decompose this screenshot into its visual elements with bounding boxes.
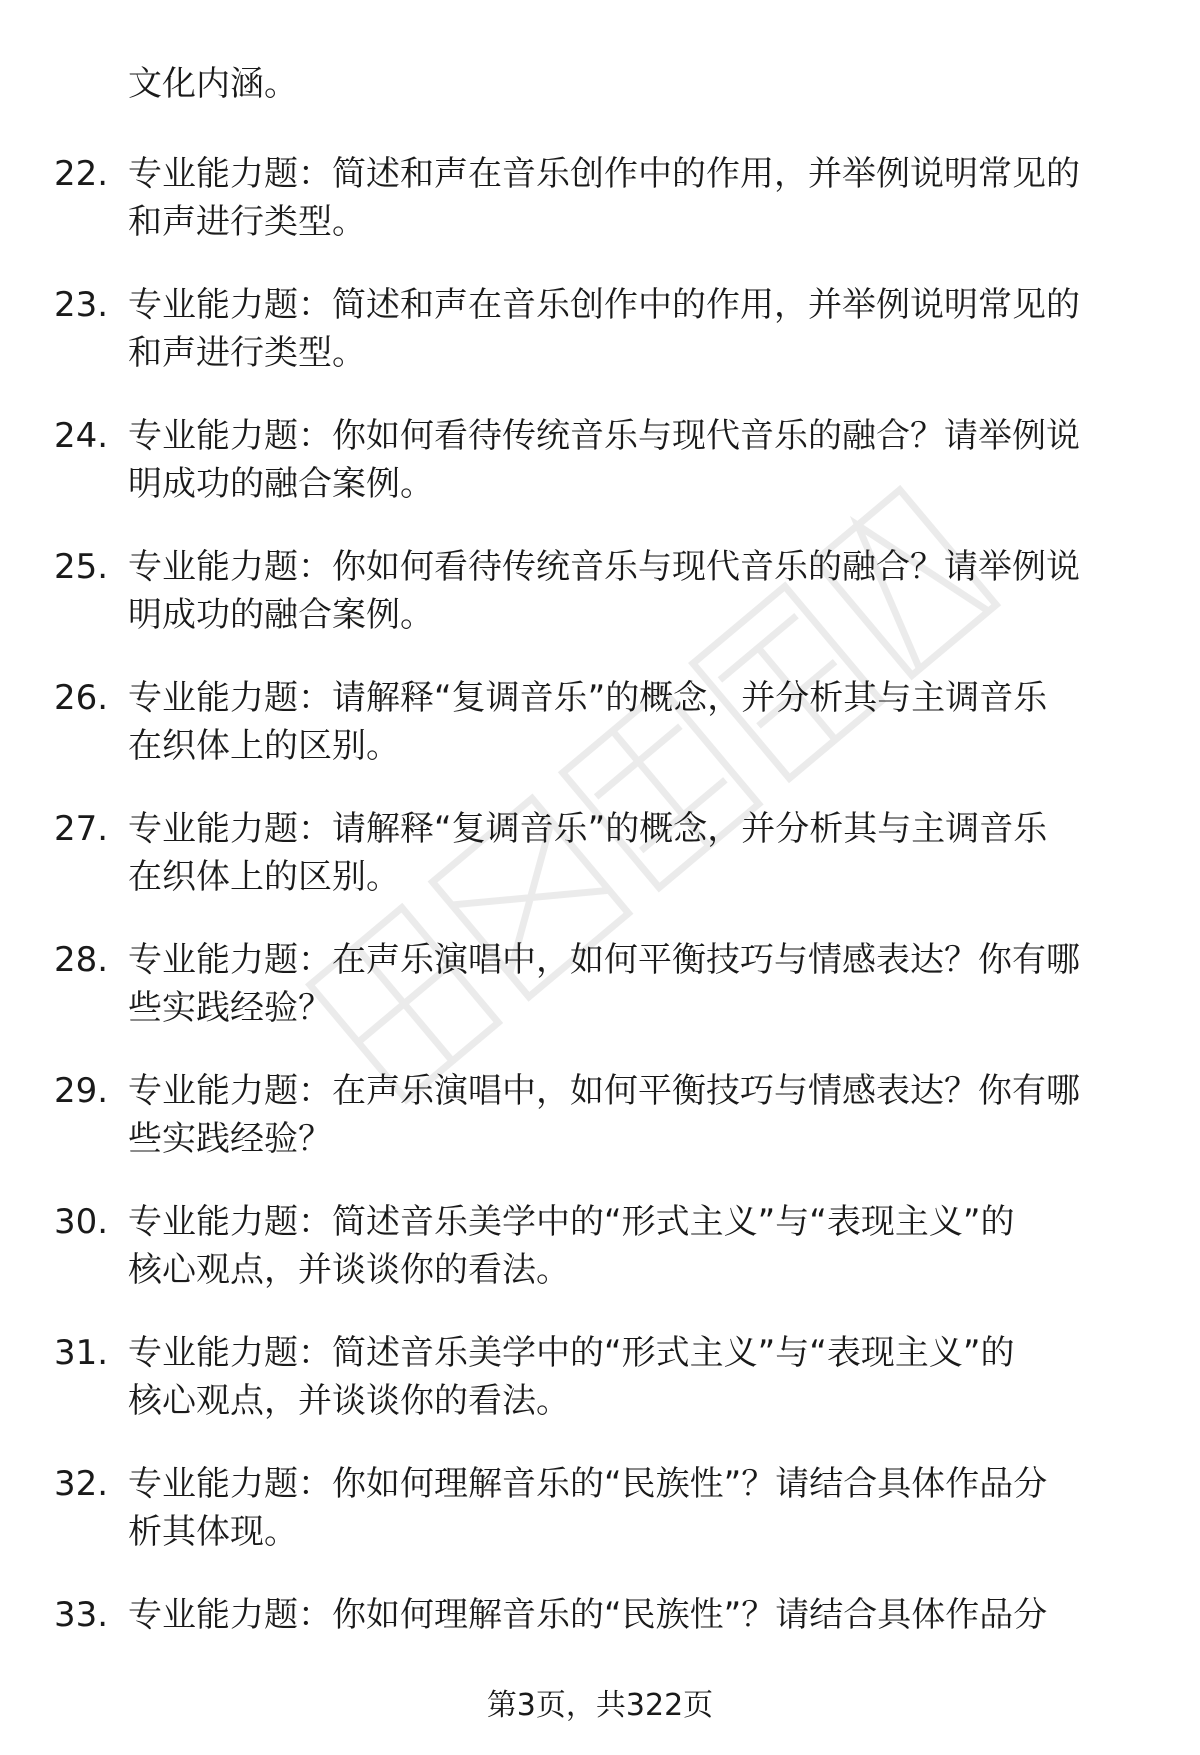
question-line: 明成功的融合案例。	[128, 464, 434, 504]
question-text	[128, 1460, 1138, 1556]
question-item	[0, 543, 1200, 674]
page-footer: 第3页，共322页	[486, 1688, 714, 1723]
question-line: 专业能力题：你如何理解音乐的“民族性”？请结合具体作品分	[128, 1595, 1048, 1635]
question-number: 28.	[54, 940, 109, 980]
question-number: 29.	[54, 1071, 109, 1111]
question-line: 专业能力题：简述音乐美学中的“形式主义”与“表现主义”的	[128, 1333, 1015, 1373]
question-number: 25.	[54, 547, 109, 587]
question-item	[0, 936, 1200, 1067]
question-text	[128, 1198, 1138, 1294]
question-number: 22.	[54, 154, 109, 194]
question-text	[128, 150, 1138, 246]
question-number: 30.	[54, 1202, 109, 1242]
question-text	[128, 805, 1138, 901]
question-item	[0, 1198, 1200, 1329]
question-line: 析其体现。	[128, 1512, 298, 1552]
question-list	[0, 150, 1200, 1722]
question-line: 专业能力题：你如何看待传统音乐与现代音乐的融合？请举例说	[128, 547, 1080, 587]
question-text	[128, 543, 1138, 639]
question-line: 专业能力题：请解释“复调音乐”的概念，并分析其与主调音乐	[128, 678, 1048, 718]
question-item	[0, 1460, 1200, 1591]
question-line: 专业能力题：请解释“复调音乐”的概念，并分析其与主调音乐	[128, 809, 1048, 849]
question-number: 31.	[54, 1333, 109, 1373]
question-item	[0, 805, 1200, 936]
question-text	[128, 281, 1138, 377]
question-number: 33.	[54, 1595, 109, 1635]
question-line: 些实践经验？	[128, 1119, 332, 1159]
question-line: 核心观点，并谈谈你的看法。	[128, 1250, 570, 1290]
question-text	[128, 936, 1138, 1032]
question-line: 在织体上的区别。	[128, 857, 400, 897]
question-line: 专业能力题：在声乐演唱中，如何平衡技巧与情感表达？你有哪	[128, 1071, 1080, 1111]
question-number: 32.	[54, 1464, 109, 1504]
question-line: 在织体上的区别。	[128, 726, 400, 766]
question-text	[128, 1329, 1138, 1425]
question-text	[128, 674, 1138, 770]
question-line: 专业能力题：你如何理解音乐的“民族性”？请结合具体作品分	[128, 1464, 1048, 1504]
question-line: 和声进行类型。	[128, 202, 366, 242]
question-item	[0, 281, 1200, 412]
question-text	[128, 1591, 1138, 1639]
question-line: 明成功的融合案例。	[128, 595, 434, 635]
question-item	[0, 412, 1200, 543]
question-line: 专业能力题：简述和声在音乐创作中的作用，并举例说明常见的	[128, 285, 1080, 325]
question-text	[128, 412, 1138, 508]
question-text	[128, 1067, 1138, 1163]
question-item	[0, 150, 1200, 281]
continued-question-text: 文化内涵。	[128, 64, 298, 104]
question-number: 23.	[54, 285, 109, 325]
question-line: 专业能力题：简述音乐美学中的“形式主义”与“表现主义”的	[128, 1202, 1015, 1242]
question-number: 24.	[54, 416, 109, 456]
question-item	[0, 674, 1200, 805]
question-line: 专业能力题：在声乐演唱中，如何平衡技巧与情感表达？你有哪	[128, 940, 1080, 980]
question-line: 专业能力题：你如何看待传统音乐与现代音乐的融合？请举例说	[128, 416, 1080, 456]
question-line: 和声进行类型。	[128, 333, 366, 373]
question-line: 些实践经验？	[128, 988, 332, 1028]
question-item	[0, 1329, 1200, 1460]
question-line: 专业能力题：简述和声在音乐创作中的作用，并举例说明常见的	[128, 154, 1080, 194]
question-item	[0, 1067, 1200, 1198]
question-number: 27.	[54, 809, 109, 849]
question-line: 核心观点，并谈谈你的看法。	[128, 1381, 570, 1421]
question-number: 26.	[54, 678, 109, 718]
